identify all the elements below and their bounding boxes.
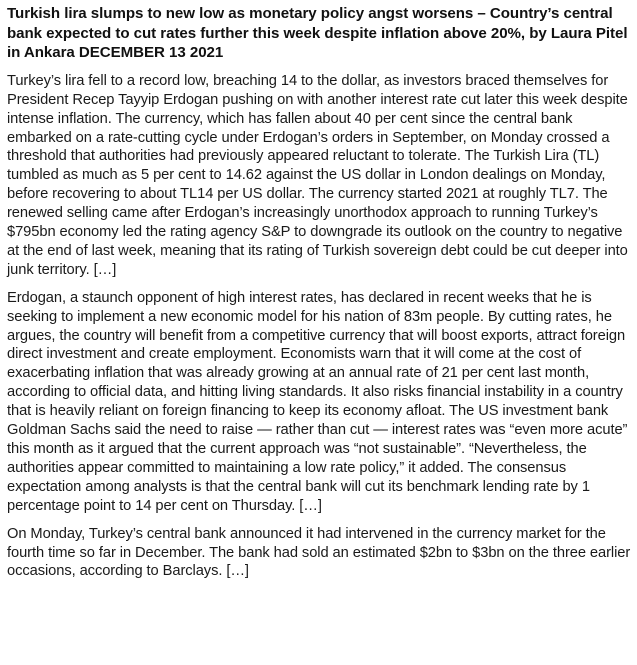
article-body [7, 72, 632, 582]
article-paragraph-2: Erdogan, a staunch opponent of high interest rates, has declared in recent weeks that he is seeking to implement a new economic model for his nation of 83m people. By cutting rates, he argues, the country will benefit from a competitive currency that will boost exports, attract foreign direct investment and create employment. Economists warn that it will come at the cost of exacerbating inflation that was already growing at an annual rate of 21 per cent last month, according to official data, and hitting living standards. It also risks financial instability in a country that is heavily reliant on foreign financing to keep its economy afloat. The US investment bank Goldman Sachs said the need to raise — rather than cut — interest rates was “even more acute” this month as it argued that the current approach was “not sustainable”. “Nevertheless, the authorities appear committed to maintaining a low rate policy,” it added. The consensus expectation among analysts is that the central bank will cut its benchmark lending rate by 1 percentage point to 14 per cent on Thursday. […] [7, 289, 628, 514]
article-paragraph-3: On Monday, Turkey’s central bank announced it had intervened in the currency market for the fourth time so far in December. The bank had sold an estimated $2bn to $3bn on the three earlier occasions, according to Barclays. […] [7, 525, 631, 580]
article-paragraph-1: Turkey’s lira fell to a record low, breaching 14 to the dollar, as investors braced themselves for President Recep Tayyip Erdogan pushing on with another interest rate cut later this week despite intense inflation. The currency, which has fallen about 40 per cent since the central bank embarked on a rate-cutting cycle under Erdogan’s orders in September, on Monday crossed a threshold that authorities had previously appeared reluctant to tolerate. The Turkish Lira (TL) tumbled as much as 5 per cent to 14.62 against the US dollar in London dealings on Monday, before recovering to about TL14 per US dollar. The currency started 2021 at roughly TL7. The renewed selling came after Erdogan’s increasingly unorthodox approach to running Turkey’s $795bn economy led the rating agency S&P to downgrade its outlook on the country to negative at the end of last week, meaning that its rating of Turkish sovereign debt could be cut deeper into junk territory. […] [7, 72, 628, 278]
article-headline: Turkish lira slumps to new low as monetary policy angst worsens – Country’s central bank expected to cut rates further this week despite inflation above 20%, by Laura Pitel in Ankara DECEMBER 13 2021 [7, 5, 628, 62]
